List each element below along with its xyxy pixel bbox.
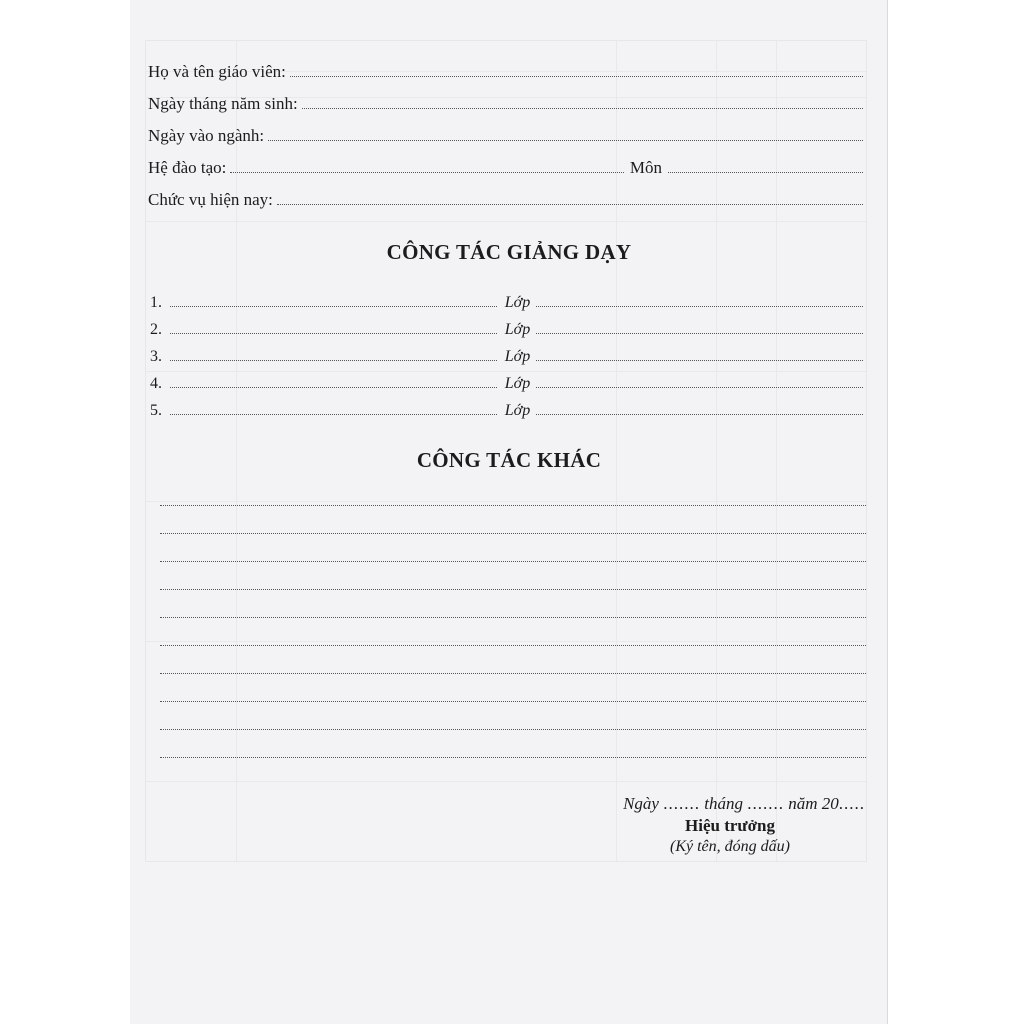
start-date-label: Ngày vào ngành:: [148, 126, 265, 145]
class-label: Lớp: [504, 321, 531, 338]
teaching-class-line[interactable]: [536, 386, 863, 388]
teacher-name-line[interactable]: [290, 75, 863, 77]
training-line[interactable]: [230, 171, 624, 173]
class-label: Lớp: [504, 375, 531, 392]
signature-date: [560, 794, 865, 814]
teaching-row[interactable]: [150, 317, 863, 339]
position-label: Chức vụ hiện nay:: [148, 190, 273, 209]
position-field[interactable]: [148, 180, 863, 210]
teaching-row[interactable]: [150, 371, 863, 393]
other-work-line[interactable]: [160, 700, 866, 702]
teaching-class-line[interactable]: [536, 332, 863, 334]
other-work-line[interactable]: [160, 504, 866, 506]
subject-label: Môn: [629, 158, 662, 177]
teaching-row-number: 5.: [150, 402, 162, 419]
birth-date-line[interactable]: [302, 107, 863, 109]
teaching-class-line[interactable]: [536, 413, 863, 415]
teaching-row[interactable]: [150, 290, 863, 312]
date-day-label: Ngày: [623, 794, 659, 813]
teacher-name-field[interactable]: [148, 52, 863, 82]
teaching-row[interactable]: [150, 344, 863, 366]
other-work-line[interactable]: [160, 616, 866, 618]
teaching-row-number: 3.: [150, 348, 162, 365]
teaching-row-number: 4.: [150, 375, 162, 392]
subject-line[interactable]: [668, 171, 863, 173]
start-date-line[interactable]: [268, 139, 863, 141]
other-work-line[interactable]: [160, 588, 866, 590]
teaching-class-line[interactable]: [536, 359, 863, 361]
signature-note: (Ký tên, đóng dấu): [670, 838, 790, 855]
date-day-blank[interactable]: .......: [663, 794, 700, 813]
other-work-heading: CÔNG TÁC KHÁC: [416, 448, 602, 472]
teaching-subject-line[interactable]: [170, 332, 497, 334]
position-line[interactable]: [277, 203, 863, 205]
other-work-line[interactable]: [160, 728, 866, 730]
start-date-field[interactable]: [148, 116, 863, 146]
other-work-line[interactable]: [160, 756, 866, 758]
teaching-subject-line[interactable]: [170, 386, 497, 388]
birth-date-label: Ngày tháng năm sinh:: [148, 94, 298, 113]
other-work-line[interactable]: [160, 532, 866, 534]
teaching-row[interactable]: [150, 398, 863, 420]
other-work-line[interactable]: [160, 560, 866, 562]
teaching-subject-line[interactable]: [170, 359, 497, 361]
class-label: Lớp: [504, 402, 531, 419]
training-field[interactable]: [148, 148, 863, 178]
date-month-label: tháng: [704, 794, 743, 813]
other-work-line[interactable]: [160, 672, 866, 674]
teacher-name-label: Họ và tên giáo viên:: [148, 62, 286, 81]
teaching-row-number: 1.: [150, 294, 162, 311]
teaching-subject-line[interactable]: [170, 305, 497, 307]
scan-margin: [888, 0, 1024, 1024]
teaching-subject-line[interactable]: [170, 413, 497, 415]
class-label: Lớp: [504, 348, 531, 365]
teaching-heading: CÔNG TÁC GIẢNG DẠY: [386, 240, 632, 264]
class-label: Lớp: [504, 294, 531, 311]
birth-date-field[interactable]: [148, 84, 863, 114]
other-work-line[interactable]: [160, 644, 866, 646]
principal-title: Hiệu trưởng: [685, 816, 775, 835]
date-year-blank[interactable]: .....: [838, 794, 865, 813]
date-month-blank[interactable]: .......: [747, 794, 784, 813]
training-label: Hệ đào tạo:: [148, 158, 227, 177]
teaching-row-number: 2.: [150, 321, 162, 338]
date-year-label: năm 20: [788, 794, 839, 813]
teaching-class-line[interactable]: [536, 305, 863, 307]
